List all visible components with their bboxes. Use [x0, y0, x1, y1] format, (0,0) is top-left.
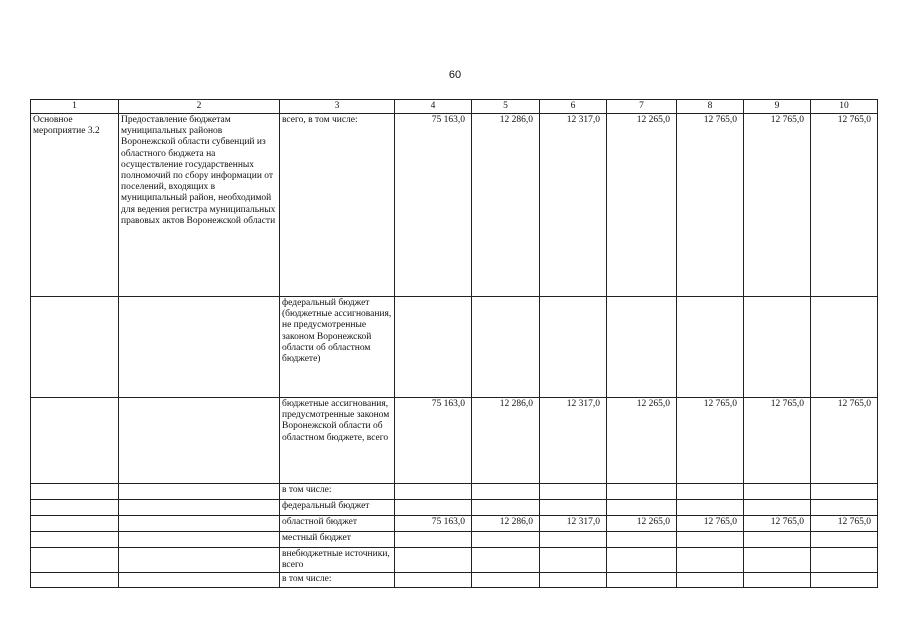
activity-code-cell: Основное мероприятие 3.2 — [31, 114, 119, 297]
funding-source-cell: федеральный бюджет — [280, 500, 395, 516]
value-cell — [811, 484, 878, 500]
value-cell — [472, 573, 540, 587]
funding-source-cell: федеральный бюджет (бюджетные ассигнования, не предусмотренные законом Воронежской области об областном бюджете) — [280, 297, 395, 398]
funding-source-cell: областной бюджет — [280, 516, 395, 532]
header-row — [31, 100, 878, 114]
empty-cell — [31, 500, 119, 516]
header-cell: 8 — [677, 100, 744, 114]
value-cell: 12 265,0 — [607, 516, 677, 532]
empty-cell — [31, 573, 119, 587]
empty-cell — [119, 532, 280, 548]
value-cell: 12 765,0 — [744, 398, 811, 484]
empty-cell — [31, 532, 119, 548]
value-cell: 12 765,0 — [677, 516, 744, 532]
funding-source-cell: местный бюджет — [280, 532, 395, 548]
value-cell — [744, 573, 811, 587]
table-row — [31, 114, 878, 297]
value-cell — [607, 548, 677, 573]
value-cell: 75 163,0 — [395, 398, 472, 484]
table-row — [31, 297, 878, 398]
empty-cell — [119, 516, 280, 532]
header-cell: 7 — [607, 100, 677, 114]
value-cell: 12 265,0 — [607, 114, 677, 297]
value-cell — [677, 548, 744, 573]
value-cell — [744, 532, 811, 548]
value-cell — [811, 573, 878, 587]
funding-source-cell: в том числе: — [280, 484, 395, 500]
empty-cell — [31, 398, 119, 484]
budget-table — [30, 99, 878, 588]
value-cell: 12 765,0 — [811, 114, 878, 297]
value-cell — [677, 500, 744, 516]
activity-description-cell: Предоставление бюджетам муниципальных районов Воронежской области субвенций из областного бюджета на осуществление государственных полномочий по сбору информации от поселений, входящих в муниципальный район, необходимой для ведения регистра муниципальных правовых актов Воронежской области — [119, 114, 280, 297]
table-row — [31, 500, 878, 516]
value-cell: 12 765,0 — [744, 516, 811, 532]
funding-source-cell: в том числе: — [280, 573, 395, 587]
table-row — [31, 548, 878, 573]
value-cell — [607, 484, 677, 500]
value-cell — [395, 532, 472, 548]
value-cell: 12 765,0 — [677, 398, 744, 484]
header-cell: 1 — [31, 100, 119, 114]
value-cell — [540, 484, 607, 500]
value-cell — [677, 484, 744, 500]
value-cell — [540, 548, 607, 573]
value-cell — [744, 484, 811, 500]
funding-source-cell: всего, в том числе: — [280, 114, 395, 297]
empty-cell — [31, 548, 119, 573]
value-cell: 12 286,0 — [472, 114, 540, 297]
value-cell — [677, 573, 744, 587]
value-cell — [811, 297, 878, 398]
value-cell — [472, 500, 540, 516]
value-cell — [472, 484, 540, 500]
empty-cell — [31, 516, 119, 532]
value-cell — [472, 548, 540, 573]
table-row — [31, 398, 878, 484]
value-cell — [472, 297, 540, 398]
value-cell — [811, 548, 878, 573]
value-cell — [540, 573, 607, 587]
value-cell — [540, 500, 607, 516]
table-row — [31, 484, 878, 500]
header-cell: 5 — [472, 100, 540, 114]
header-cell: 2 — [119, 100, 280, 114]
page-number: 60 — [448, 69, 462, 81]
empty-cell — [31, 484, 119, 500]
table-row — [31, 532, 878, 548]
value-cell: 12 765,0 — [811, 398, 878, 484]
value-cell: 12 265,0 — [607, 398, 677, 484]
funding-source-cell: бюджетные ассигнования, предусмотренные законом Воронежской области об областном бюджете, всего — [280, 398, 395, 484]
header-cell: 6 — [540, 100, 607, 114]
value-cell — [811, 532, 878, 548]
value-cell — [395, 573, 472, 587]
value-cell — [811, 500, 878, 516]
value-cell — [744, 500, 811, 516]
header-cell: 4 — [395, 100, 472, 114]
empty-cell — [119, 573, 280, 587]
value-cell — [395, 484, 472, 500]
header-cell: 3 — [280, 100, 395, 114]
value-cell — [395, 548, 472, 573]
value-cell — [540, 532, 607, 548]
value-cell — [607, 500, 677, 516]
value-cell — [607, 573, 677, 587]
header-cell: 9 — [744, 100, 811, 114]
empty-cell — [119, 548, 280, 573]
value-cell: 12 765,0 — [744, 114, 811, 297]
table-row — [31, 573, 878, 587]
empty-cell — [119, 484, 280, 500]
value-cell: 75 163,0 — [395, 114, 472, 297]
empty-cell — [119, 398, 280, 484]
value-cell — [395, 297, 472, 398]
value-cell: 12 765,0 — [811, 516, 878, 532]
value-cell: 75 163,0 — [395, 516, 472, 532]
value-cell — [395, 500, 472, 516]
empty-cell — [119, 500, 280, 516]
empty-cell — [119, 297, 280, 398]
value-cell: 12 765,0 — [677, 114, 744, 297]
value-cell: 12 286,0 — [472, 516, 540, 532]
value-cell: 12 317,0 — [540, 114, 607, 297]
empty-cell — [31, 297, 119, 398]
value-cell — [472, 532, 540, 548]
table-row — [31, 516, 878, 532]
value-cell — [744, 548, 811, 573]
value-cell — [607, 297, 677, 398]
value-cell — [677, 532, 744, 548]
value-cell: 12 317,0 — [540, 398, 607, 484]
value-cell — [540, 297, 607, 398]
value-cell: 12 317,0 — [540, 516, 607, 532]
value-cell — [607, 532, 677, 548]
header-cell: 10 — [811, 100, 878, 114]
value-cell — [744, 297, 811, 398]
value-cell: 12 286,0 — [472, 398, 540, 484]
value-cell — [677, 297, 744, 398]
funding-source-cell: внебюджетные источники, всего — [280, 548, 395, 573]
